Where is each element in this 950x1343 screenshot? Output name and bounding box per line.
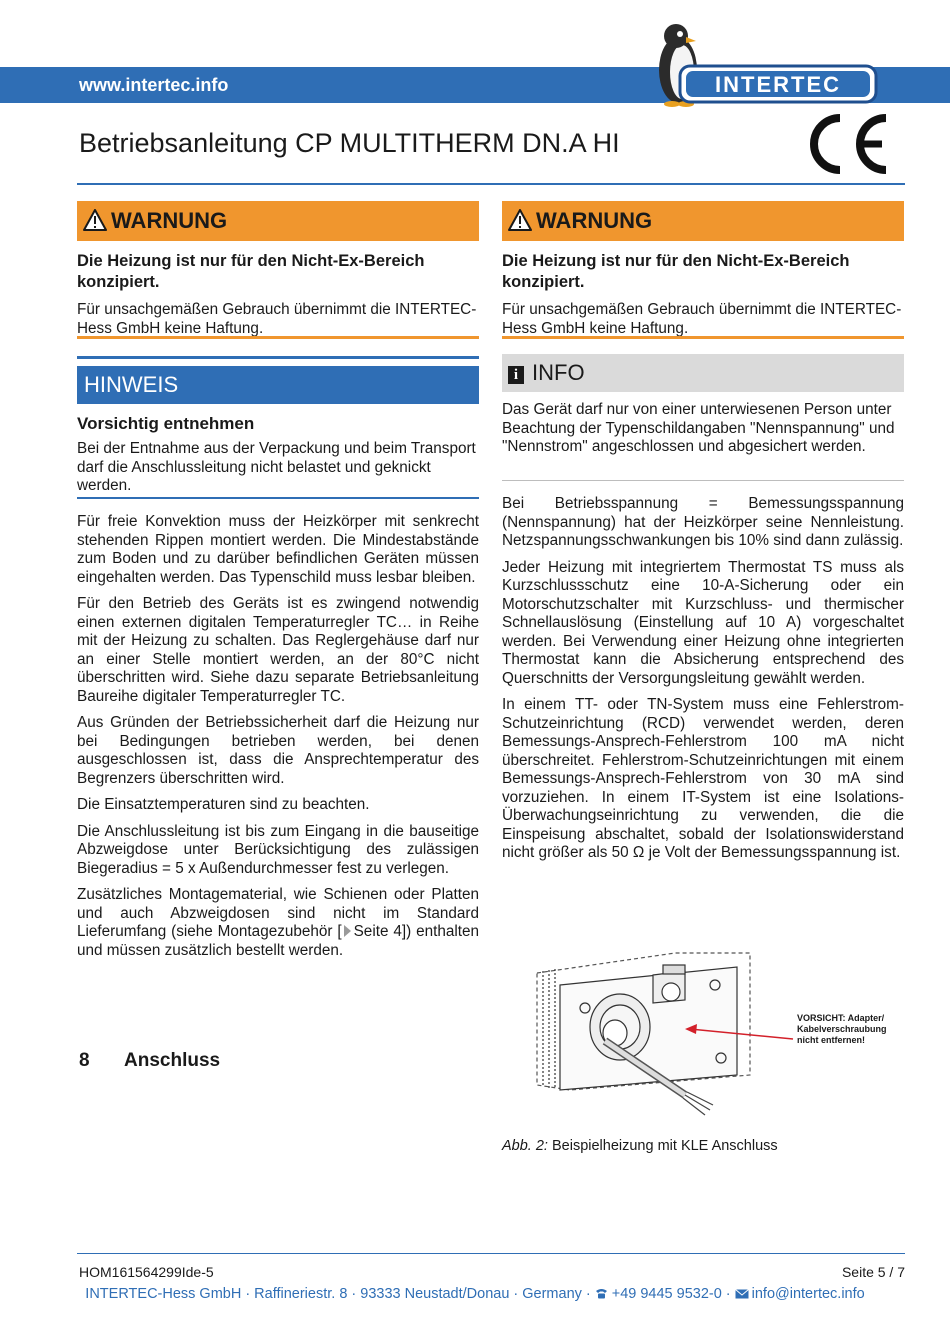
link-arrow-icon xyxy=(344,925,351,937)
warning-rule-right xyxy=(502,336,904,339)
mail-icon xyxy=(735,1289,749,1299)
separator: · xyxy=(585,1286,591,1302)
phone-number[interactable]: +49 9445 9532-0 xyxy=(611,1286,722,1302)
right-column xyxy=(502,201,904,346)
left-column xyxy=(77,201,479,346)
warning-bold-text: Die Heizung ist nur für den Nicht-Ex-Bereich konzipiert. xyxy=(77,252,425,291)
footer-rule xyxy=(77,1253,905,1254)
left-body xyxy=(77,513,479,968)
paragraph: Bei Betriebsspannung = Bemessungsspannung (Nennspannung) hat der Heizkörper seine Nennleistung. Netzspannungsschwankungen bis 10% sind dann zulässig. xyxy=(502,495,904,549)
caption-label: Abb. 2: xyxy=(502,1138,548,1154)
page-number: Seite 5 / 7 xyxy=(841,1264,905,1280)
section-heading xyxy=(79,1050,220,1072)
separator: · xyxy=(351,1286,357,1302)
hinweis-subhead: Vorsichtig entnehmen xyxy=(77,414,255,433)
hinweis-text: Bei der Entnahme aus der Verpackung und beim Transport darf die Anschlussleitung nicht belastet und geknickt werden. xyxy=(77,440,476,494)
warning-triangle-icon xyxy=(508,209,532,231)
hinweis-rule-top xyxy=(77,356,479,359)
email-link[interactable]: info@intertec.info xyxy=(751,1286,865,1302)
logo-text: INTERTEC xyxy=(715,72,841,97)
callout-line: VORSICHT: Adapter/ xyxy=(797,1013,885,1023)
title-rule xyxy=(77,183,905,185)
separator: · xyxy=(513,1286,519,1302)
caption-text: Beispielheizung mit KLE Anschluss xyxy=(551,1138,778,1154)
paragraph: Die Anschlussleitung ist bis zum Eingang in die bauseitige Abzweigdose unter Berücksichtigung des zulässigen Biegeradius = 5 x Außendurchmesser fest zu verlegen. xyxy=(77,822,479,877)
info-rule-bottom xyxy=(502,480,904,481)
paragraph xyxy=(77,886,479,960)
info-text: Das Gerät darf nur von einer unterwiesenen Person unter Beachtung der Typenschildangaben "Nennspannung" und "Nennstrom" angeschlossen und abgesichert werden. xyxy=(502,401,895,455)
info-header xyxy=(502,354,904,392)
warning-text: Für unsachgemäßen Gebrauch übernimmt die INTERTEC-Hess GmbH keine Haftung. xyxy=(502,301,902,337)
callout-line: Kabelverschraubung xyxy=(797,1024,887,1034)
paragraph: Für den Betrieb des Geräts ist es zwingend notwendig einen externen digitalen Temperaturregler TC… in Reihe mit der Heizung zu schalten. Das Reglergehäuse darf nur an einer Stelle montiert werden, an der 80°C nicht überschritten wird. Siehe dazu separate Betriebsanleitung Baureihe digitaler Temperaturregler TC. xyxy=(77,595,479,705)
callout-line: nicht entfernen! xyxy=(797,1035,866,1045)
right-body xyxy=(502,495,904,871)
hinweis-block xyxy=(77,366,479,504)
figure-caption xyxy=(502,1138,778,1154)
separator: · xyxy=(725,1286,731,1302)
company-name: INTERTEC-Hess GmbH xyxy=(85,1286,242,1302)
info-block xyxy=(502,354,904,465)
section-title: Anschluss xyxy=(124,1050,221,1071)
warning-header xyxy=(502,201,904,241)
document-id: HOM161564299Ide-5 xyxy=(79,1264,214,1280)
hinweis-header: HINWEIS xyxy=(77,366,479,404)
heater-illustration xyxy=(525,945,900,1120)
paragraph: Jeder Heizung mit integriertem Thermostat TS muss als Kurzschlussschutz eine 10-A-Sicherung oder ein Motorschutzschalter mit Kurzschluss- und thermischer Schnellauslösung (Einstellung auf 10 A) vorgeschaltet werden. Bei Verwendung einer Heizung ohne integrierten Thermostat kann die Absicherung entsprechend des Querschnitts der Versorgungsleitung gewählt werden. xyxy=(502,558,904,687)
paragraph: Für freie Konvektion muss der Heizkörper mit senkrecht stehenden Rippen montiert werden. Die Mindestabstände zum Boden und zu darüber befindlichen Geräten müssen eingehalten werden. Das Typenschild muss lesbar bleiben. xyxy=(77,513,479,586)
document-title: Betriebsanleitung CP MULTITHERM DN.A HI xyxy=(79,128,620,158)
warning-triangle-icon xyxy=(83,209,107,231)
warning-text: Für unsachgemäßen Gebrauch übernimmt die INTERTEC-Hess GmbH keine Haftung. xyxy=(77,301,477,337)
warning-label: WARNUNG xyxy=(111,208,228,233)
ce-mark-icon xyxy=(800,112,892,176)
country: Germany xyxy=(522,1286,582,1302)
street: Raffineriestr. 8 xyxy=(254,1286,348,1302)
warning-rule-left xyxy=(77,336,479,339)
intertec-logo xyxy=(640,8,885,108)
info-label: INFO xyxy=(532,360,585,385)
footer-address xyxy=(0,1286,950,1302)
warning-bold-text: Die Heizung ist nur für den Nicht-Ex-Bereich konzipiert. xyxy=(502,252,850,291)
separator: · xyxy=(245,1286,251,1302)
page-link[interactable]: Seite 4 xyxy=(353,923,402,940)
paragraph: Aus Gründen der Betriebssicherheit darf die Heizung nur bei Bedingungen betrieben werden, bei denen ausgeschlossen ist, dass die Ansprechtemperatur des Begrenzers überschritten wird. xyxy=(77,714,479,787)
hinweis-rule-bottom xyxy=(77,497,479,499)
website-url[interactable]: www.intertec.info xyxy=(79,75,229,95)
paragraph: Die Einsatztemperaturen sind zu beachten. xyxy=(77,796,370,813)
city: 93333 Neustadt/Donau xyxy=(360,1286,510,1302)
paragraph: In einem TT- oder TN-System muss eine Fehlerstrom-Schutzeinrichtung (RCD) verwendet werden, deren Bemessungs-Ansprech-Fehlerstrom 100 mA nicht überschreitet. Fehlerstrom-Schutzeinrichtungen mit einem Bemessungs-Ansprech-Fehlerstrom von 30 mA sind vorzuziehen. In einem IT-System ist eine Isolations-Überwachungseinrichtung zu verwenden, die die Einspeisung abschaltet, sobald der Isolationswiderstand nicht größer als 50 Ω je Volt der Bemessungsspannung ist. xyxy=(502,696,904,861)
warning-header xyxy=(77,201,479,241)
warning-label: WARNUNG xyxy=(536,208,653,233)
phone-icon xyxy=(595,1288,608,1299)
paragraph-text: ]) enthalten und müssen zusätzlich bestellt werden. xyxy=(77,923,480,959)
info-icon: i xyxy=(508,366,524,384)
paragraph-text: Zusätzliches Montagematerial, wie Schienen oder Platten und auch Abzweigdosen sind nicht im Standard Lieferumfang (siehe Montagezubehör [ xyxy=(77,886,479,940)
section-number: 8 xyxy=(79,1050,90,1071)
